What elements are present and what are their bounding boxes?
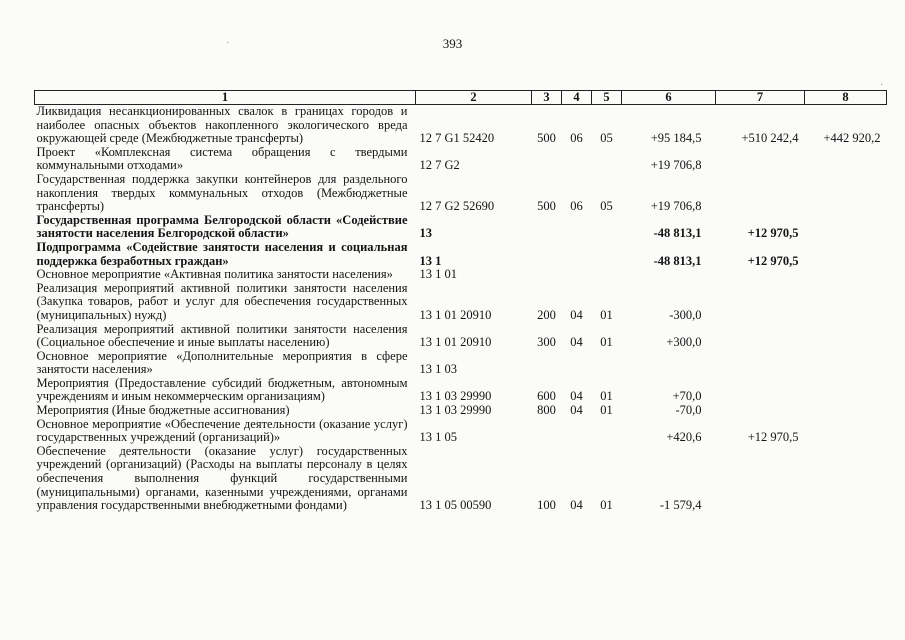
cell-code: 13 1 01 — [419, 267, 457, 282]
cell-c7 — [716, 323, 805, 350]
cell-pr: 01 — [600, 307, 613, 322]
cell-vr — [532, 146, 562, 173]
cell-code: 13 1 01 20910 — [419, 335, 492, 350]
cell-name: Государственная программа Белгородской области «Содействие занятости населения Белгородской области» — [36, 212, 408, 241]
cell-rz — [562, 146, 592, 173]
cell-rz — [562, 350, 592, 377]
cell-name: Ликвидация несанкционированных свалок в границах городов и наиболее опасных объектов накопленного экологического вреда окружающей среде (Межбюджетные трансферты) — [36, 104, 408, 146]
cell-code: 13 1 03 29990 — [419, 403, 492, 418]
cell-vr — [532, 418, 562, 445]
cell-name: Реализация мероприятий активной политики занятости населения (Закупка товаров, работ и услуг для обеспечения государственных (муниципальных) нужд) — [36, 280, 408, 322]
cell-name: Подпрограмма «Содействие занятости населения и социальная поддержка безработных граждан» — [36, 239, 408, 268]
cell-c8 — [805, 350, 887, 377]
cell-rz: 04 — [570, 335, 583, 350]
cell-pr: 01 — [600, 335, 613, 350]
cell-pr: 05 — [600, 131, 613, 146]
col-header-code: 2 — [416, 91, 532, 105]
cell-c8 — [805, 282, 887, 323]
cell-name: Мероприятия (Иные бюджетные ассигнования) — [36, 403, 290, 418]
cell-code: 13 1 05 — [419, 430, 457, 445]
cell-name: Реализация мероприятий активной политики занятости населения (Социальное обеспечение и иные выплаты населению) — [36, 321, 408, 350]
cell-vr — [532, 268, 562, 282]
table-body — [35, 105, 887, 513]
cell-c6 — [622, 350, 716, 377]
table-row — [35, 404, 887, 418]
col-header-pr: 5 — [592, 91, 622, 105]
table-row — [35, 214, 887, 241]
cell-c6: -70,0 — [675, 403, 702, 418]
cell-name: Обеспечение деятельности (оказание услуг) государственных учреждений (организаций) (Расходы на выплаты персоналу в целях обеспечения выполнения функций государственными (муниципальными) органами, казенными учреждениями, органами управления государственными внебюджетными фондами) — [36, 443, 408, 513]
col-header-rz: 4 — [562, 91, 592, 105]
cell-c8 — [805, 323, 887, 350]
cell-rz — [562, 214, 592, 241]
cell-c7 — [716, 173, 805, 214]
cell-vr — [532, 241, 562, 268]
cell-c8 — [805, 241, 887, 268]
cell-c6: +19 706,8 — [650, 158, 702, 173]
header-row — [35, 91, 887, 105]
cell-code: 13 — [419, 226, 432, 241]
table-row — [35, 241, 887, 268]
cell-vr: 100 — [537, 498, 556, 513]
table-row — [35, 146, 887, 173]
cell-c7 — [716, 268, 805, 282]
cell-code: 13 1 03 29990 — [419, 389, 492, 404]
cell-c7: +12 970,5 — [747, 430, 799, 445]
cell-vr: 500 — [537, 199, 556, 214]
cell-pr — [592, 268, 622, 282]
cell-pr: 01 — [600, 403, 613, 418]
page-number: 393 — [442, 36, 463, 51]
cell-rz: 04 — [570, 307, 583, 322]
cell-c7 — [716, 377, 805, 404]
cell-code: 13 1 05 00590 — [419, 498, 492, 513]
cell-name: Государственная поддержка закупки контейнеров для раздельного накопления твердых коммунальных отходов (Межбюджетные трансферты) — [36, 171, 408, 214]
cell-c6: +70,0 — [672, 389, 702, 404]
cell-code: 12 7 G1 52420 — [419, 131, 495, 146]
table-row — [35, 105, 887, 146]
cell-c8 — [805, 173, 887, 214]
table-row — [35, 377, 887, 404]
cell-c7 — [716, 445, 805, 513]
table-row — [35, 445, 887, 513]
cell-rz: 04 — [570, 403, 583, 418]
cell-vr — [532, 350, 562, 377]
cell-pr — [592, 146, 622, 173]
cell-c6: -48 813,1 — [653, 253, 702, 268]
cell-c7 — [716, 350, 805, 377]
cell-vr: 800 — [537, 403, 556, 418]
cell-pr — [592, 418, 622, 445]
cell-name: Основное мероприятие «Обеспечение деятельности (оказание услуг) государственных учреждений (организаций)» — [36, 416, 408, 445]
cell-c8 — [805, 404, 887, 418]
cell-pr — [592, 350, 622, 377]
cell-rz — [562, 418, 592, 445]
scan-speck: · — [880, 80, 884, 91]
cell-rz — [562, 268, 592, 282]
cell-c7 — [716, 282, 805, 323]
col-header-8: 8 — [805, 91, 887, 105]
cell-pr: 01 — [600, 498, 613, 513]
cell-c8 — [805, 377, 887, 404]
scan-speck: · — [226, 38, 230, 49]
table-row — [35, 173, 887, 214]
cell-rz — [562, 241, 592, 268]
cell-c8 — [805, 445, 887, 513]
cell-rz: 04 — [570, 389, 583, 404]
cell-c8 — [805, 418, 887, 445]
cell-c8: +442 920,2 — [823, 131, 881, 146]
cell-c7 — [716, 404, 805, 418]
cell-rz: 06 — [570, 199, 583, 214]
cell-vr: 300 — [537, 335, 556, 350]
cell-pr: 05 — [600, 199, 613, 214]
cell-c6 — [622, 268, 716, 282]
table-row — [35, 350, 887, 377]
cell-code: 13 1 01 20910 — [419, 307, 492, 322]
cell-c6: -48 813,1 — [653, 226, 702, 241]
cell-code: 13 1 03 — [419, 362, 457, 377]
cell-vr: 500 — [537, 131, 556, 146]
table-row — [35, 282, 887, 323]
cell-code: 12 7 G2 — [419, 158, 460, 173]
col-header-6: 6 — [622, 91, 716, 105]
col-header-name: 1 — [35, 91, 416, 105]
cell-pr: 01 — [600, 389, 613, 404]
cell-c7: +12 970,5 — [747, 226, 799, 241]
cell-name: Проект «Комплексная система обращения с твердыми коммунальными отходами» — [36, 144, 408, 173]
cell-code: 13 1 — [419, 253, 442, 268]
cell-name: Мероприятия (Предоставление субсидий бюджетным, автономным учреждениям и иным некоммерческим организациям) — [36, 375, 408, 404]
cell-c6: +300,0 — [666, 335, 702, 350]
cell-vr: 600 — [537, 389, 556, 404]
table-row — [35, 268, 887, 282]
col-header-7: 7 — [716, 91, 805, 105]
cell-c6: +19 706,8 — [650, 199, 702, 214]
cell-c6: +420,6 — [666, 430, 702, 445]
cell-c8 — [805, 214, 887, 241]
cell-pr — [592, 241, 622, 268]
cell-c8 — [805, 268, 887, 282]
cell-c7 — [716, 146, 805, 173]
cell-vr: 200 — [537, 307, 556, 322]
cell-name: Основное мероприятие «Активная политика занятости населения» — [36, 267, 393, 282]
cell-c7: +12 970,5 — [747, 253, 799, 268]
cell-name: Основное мероприятие «Дополнительные мероприятия в сфере занятости населения» — [36, 348, 408, 377]
cell-pr — [592, 214, 622, 241]
cell-c8 — [805, 146, 887, 173]
col-header-vr: 3 — [532, 91, 562, 105]
cell-c6: +95 184,5 — [650, 131, 702, 146]
cell-c6: -300,0 — [669, 307, 702, 322]
cell-code: 12 7 G2 52690 — [419, 199, 495, 214]
cell-vr — [532, 214, 562, 241]
cell-rz: 04 — [570, 498, 583, 513]
cell-c7: +510 242,4 — [741, 131, 799, 146]
budget-table — [34, 90, 887, 513]
cell-c6: -1 579,4 — [659, 498, 702, 513]
cell-rz: 06 — [570, 131, 583, 146]
table-row — [35, 323, 887, 350]
table-row — [35, 418, 887, 445]
